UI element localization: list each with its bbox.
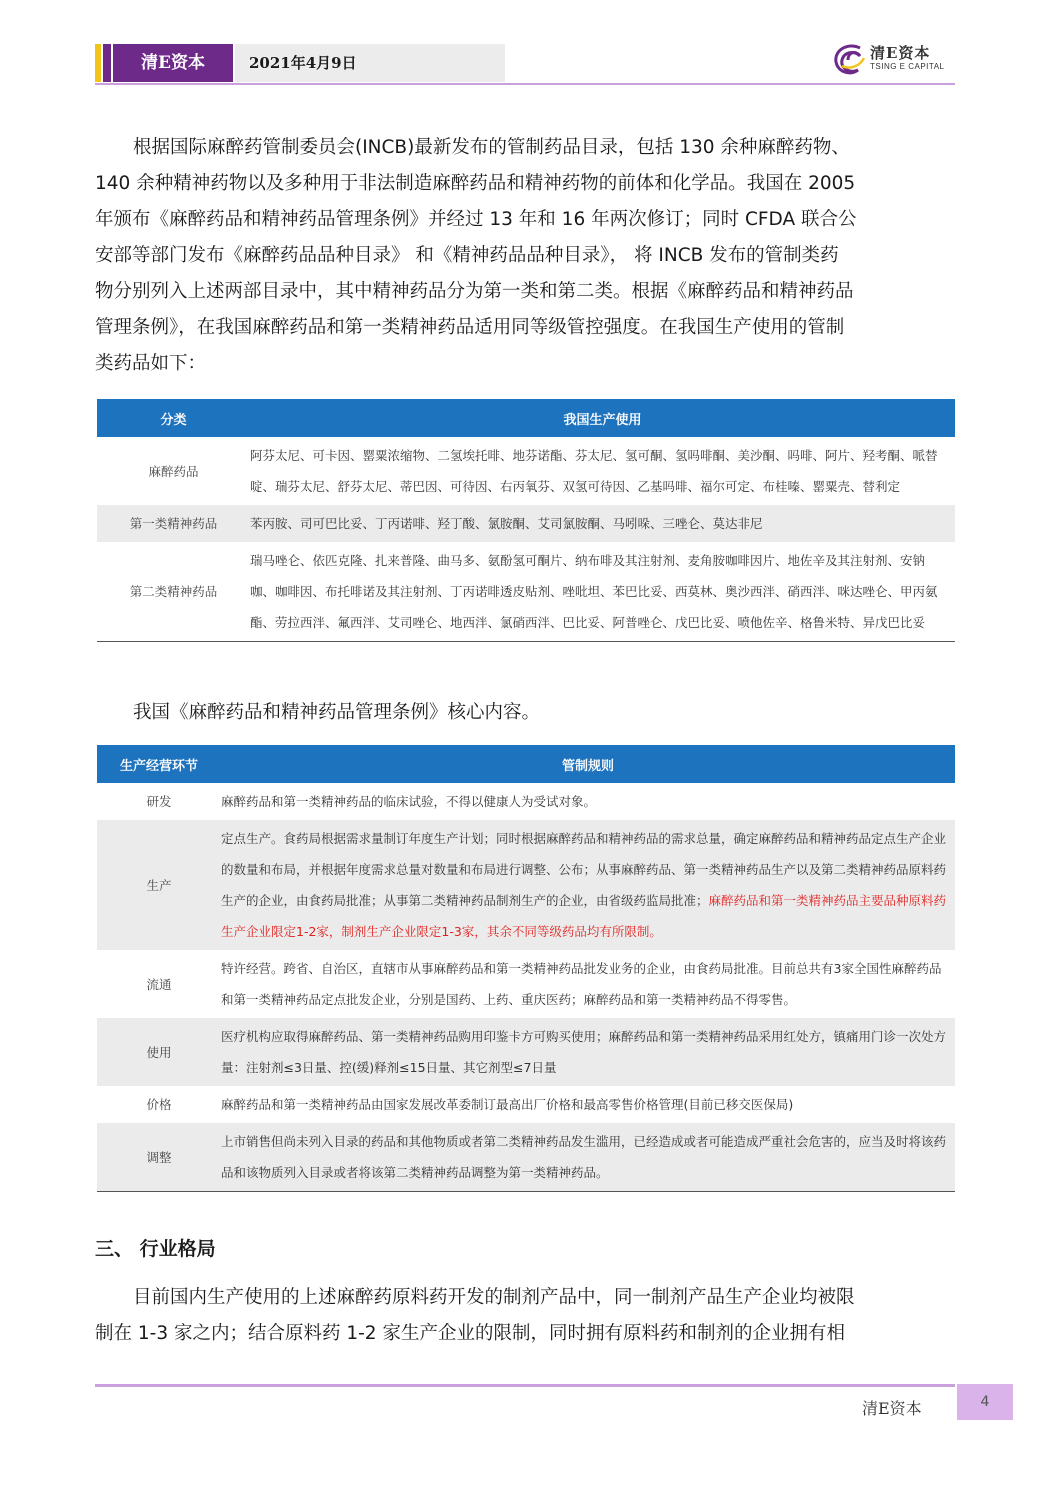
- category-cell: 生产: [97, 820, 221, 950]
- table-row: [97, 950, 955, 1018]
- content-cell: [221, 950, 955, 1018]
- closing-paragraph: [95, 1280, 955, 1352]
- table-header-row: [97, 399, 955, 437]
- table-row: [97, 437, 955, 505]
- paragraph-line: 目前国内生产使用的上述麻醉药原料药开发的制剂产品中，同一制剂产品生产企业均被限: [133, 1287, 855, 1308]
- rule-highlight-text: 麻醉药品和第一类精神药品主要品种原料药生产企业限定1-2家，制剂生产企业限定1-3家，其余不同等级药品均有所限制。: [221, 893, 947, 939]
- category-cell: 第一类精神药品: [97, 505, 250, 542]
- category-cell: 调整: [97, 1123, 221, 1192]
- table-row: [97, 820, 955, 950]
- company-logo: [830, 40, 955, 80]
- content-cell: 瑞马唑仑、依匹克隆、扎来普隆、曲马多、氨酚氢可酮片、纳布啡及其注射剂、麦角胺咖啡因片、地佐辛及其注射剂、安钠咖、咖啡因、布托啡诺及其注射剂、丁丙诺啡透皮贴剂、唑吡坦、苯巴比妥、西莫林、奥沙西泮、硝西泮、咪达唑仑、甲丙氨酯、劳拉西泮、氟西泮、艾司唑仑、地西泮、氯硝西泮、巴比妥、阿普唑仑、戊巴比妥、喷他佐辛、格鲁米特、异戊巴比妥: [250, 553, 938, 630]
- rule-text: 麻醉药品和第一类精神药品由国家发展改革委制订最高出厂价格和最高零售价格管理(目前已移交医保局): [221, 1097, 794, 1112]
- table-row: [97, 542, 955, 642]
- regulation-table: [97, 745, 955, 1192]
- category-cell: 麻醉药品: [148, 463, 199, 479]
- header-divider: [95, 83, 955, 85]
- rule-text: 上市销售但尚未列入目录的药品和其他物质或者第二类精神药品发生滥用，已经造成或者可能造成严重社会危害的，应当及时将该药品和该物质列入目录或者将该第二类精神药品调整为第一类精神药品。: [221, 1134, 947, 1180]
- content-cell: [221, 1123, 955, 1192]
- page-header: [95, 44, 955, 84]
- table-row: [97, 1123, 955, 1192]
- logo-swirl-icon: [830, 40, 870, 80]
- column-header: 分类: [97, 399, 250, 437]
- paragraph-line: 安部等部门发布《麻醉药品品种目录》 和《精神药品品种目录》， 将 INCB 发布的管制类药: [95, 245, 839, 266]
- page-number: 4: [957, 1384, 1013, 1420]
- table-row: [97, 1086, 955, 1123]
- table-row: [97, 505, 955, 542]
- category-cell: 使用: [97, 1018, 221, 1086]
- category-cell: 价格: [146, 1097, 172, 1112]
- rule-text: 医疗机构应取得麻醉药品、第一类精神药品购用印鉴卡方可购买使用；麻醉药品和第一类精神药品采用红处方，镇痛用门诊一次处方量：注射剂≤3日量、控(缓)释剂≤15日量、其它剂型≤7日量: [221, 1029, 947, 1075]
- header-accent-purple: [103, 44, 111, 82]
- paragraph-line: 140 余种精神药物以及多种用于非法制造麻醉药品和精神药物的前体和化学品。我国在 2005: [95, 173, 856, 194]
- header-date: 2021年4月9日: [235, 44, 505, 82]
- logo-text-cn: 清E资本: [870, 44, 931, 62]
- header-brand: 清E资本: [113, 44, 233, 82]
- table-row: [97, 783, 955, 820]
- paragraph-line: 物分别列入上述两部目录中，其中精神药品分为第一类和第二类。根据《麻醉药品和精神药品: [95, 281, 854, 302]
- paragraph-line: 管理条例》，在我国麻醉药品和第一类精神药品适用同等级管控强度。在我国生产使用的管制: [95, 317, 845, 338]
- content-cell: [221, 783, 955, 820]
- category-cell: 流通: [146, 976, 172, 992]
- footer-brand: 清E资本: [862, 1399, 922, 1418]
- rule-text: 特许经营。跨省、自治区，直辖市从事麻醉药品和第一类精神药品批发业务的企业，由食药局批准。目前总共有3家全国性麻醉药品和第一类精神药品定点批发企业，分别是国药、上药、重庆医药；麻醉药品和第一类精神药品不得零售。: [221, 961, 942, 1007]
- paragraph-line: 根据国际麻醉药管制委员会(INCB)最新发布的管制药品目录，包括 130 余种麻醉药物、: [133, 137, 850, 158]
- rule-text: 麻醉药品和第一类精神药品的临床试验，不得以健康人为受试对象。: [221, 794, 597, 809]
- intro-paragraph: [95, 130, 955, 382]
- paragraph-line: 类药品如下：: [95, 353, 207, 374]
- footer-divider: [95, 1384, 955, 1387]
- paragraph-line: 制在 1-3 家之内；结合原料药 1-2 家生产企业的限制，同时拥有原料药和制剂的企业拥有相: [95, 1323, 845, 1344]
- column-header: 生产经营环节: [97, 745, 221, 783]
- table2-intro: [95, 695, 955, 731]
- logo-text-en: TSING E CAPITAL: [870, 62, 945, 71]
- content-cell: [221, 1018, 955, 1086]
- column-header: 管制规则: [221, 745, 955, 783]
- table-row: [97, 1018, 955, 1086]
- content-cell: 阿芬太尼、可卡因、罂粟浓缩物、二氢埃托啡、地芬诺酯、芬太尼、氢可酮、氢吗啡酮、美沙酮、吗啡、阿片、羟考酮、哌替啶、瑞芬太尼、舒芬太尼、蒂巴因、可待因、右丙氧芬、双氢可待因、乙基吗啡、福尔可定、布桂嗪、罂粟壳、替利定: [250, 448, 938, 494]
- content-cell: [221, 820, 955, 950]
- rule-text: 定点生产。食药局根据需求量制订年度生产计划；同时根据麻醉药品和精神药品的需求总量，确定麻醉药品和精神药品定点生产企业的数量和布局，并根据年度需求总量对数量和布局进行调整、公布；从事麻醉药品、第一类精神药品生产以及第二类精神药品原料药生产的企业，由食药局批准；从事第二类精神药品制剂生产的企业，由省级药监局批准；: [221, 831, 947, 908]
- content-cell: [221, 1086, 955, 1123]
- category-cell: 第二类精神药品: [129, 584, 218, 599]
- content-cell: 苯丙胺、司可巴比妥、丁丙诺啡、羟丁酸、氯胺酮、艾司氯胺酮、马吲哚、三唑仑、莫达非尼: [250, 505, 955, 542]
- table-header-row: [97, 745, 955, 783]
- paragraph-line: 我国《麻醉药品和精神药品管理条例》核心内容。: [133, 702, 541, 723]
- category-cell: 研发: [146, 794, 172, 809]
- header-accent-yellow: [95, 44, 101, 82]
- column-header: 我国生产使用: [250, 399, 955, 437]
- section-heading: 三、 行业格局: [95, 1238, 216, 1260]
- paragraph-line: 年颁布《麻醉药品和精神药品管理条例》并经过 13 年和 16 年两次修订；同时 CFDA 联合公: [95, 209, 857, 230]
- drug-category-table: [97, 399, 955, 642]
